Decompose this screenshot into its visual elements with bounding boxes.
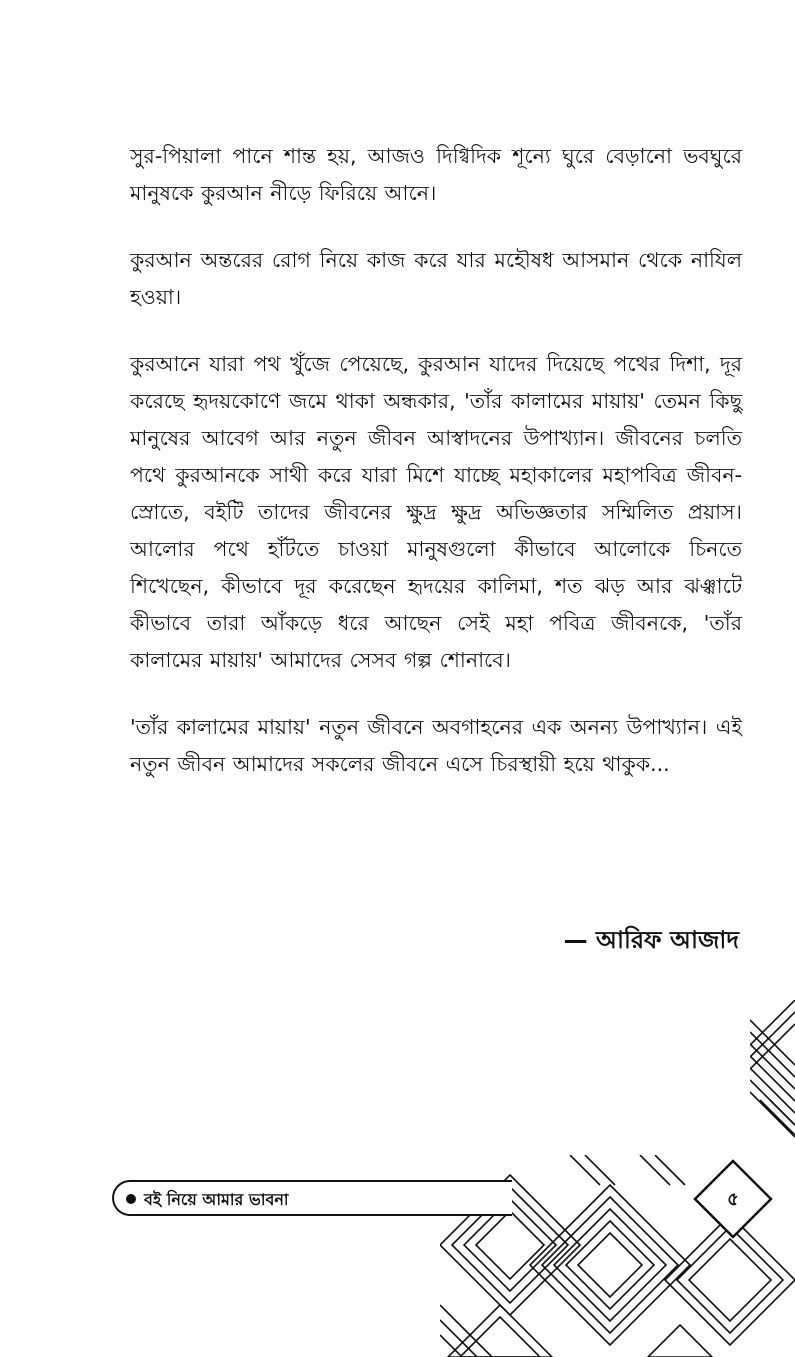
bullet-icon (126, 1194, 136, 1204)
footer-bar (112, 1180, 512, 1216)
paragraph-2: কুরআন অন্তরের রোগ নিয়ে কাজ করে যার মহৌষধ আসমান থেকে নাযিল হওয়া। (130, 248, 742, 309)
page-number: ৫ (727, 1189, 739, 1210)
paragraph-1: সুর-পিয়ালা পানে শান্ত হয়, আজও দিগ্বিদিক শূন্যে ঘুরে বেড়ানো ভবঘুরে মানুষকে কুরআন নীড়ে ফিরিয়ে আনে। (130, 144, 742, 205)
paragraph-3: কুরআনে যারা পথ খুঁজে পেয়েছে, কুরআন যাদের দিয়েছে পথের দিশা, দূর করেছে হৃদয়কোণে জমে থাকা অন্ধকার, 'তাঁর কালামের মায়ায়' তেমন কিছু মানুষের আবেগ আর নতুন জীবন আস্বাদনের উপাখ্যান। জীবনের চলতি পথে কুরআনকে সাথী করে যারা মিশে যাচ্ছে মহাকালের মহাপবিত্র জীবন-স্রোতে, বইটি তাদের জীবনের ক্ষুদ্র ক্ষুদ্র অভিজ্ঞতার সম্মিলিত প্রয়াস। আলোর পথে হাঁটতে চাওয়া মানুষগুলো কীভাবে আলোকে চিনতে শিখেছেন, কীভাবে দূর করেছেন হৃদয়ের কালিমা, শত ঝড় আর ঝঞ্ঝাটে কীভাবে তারা আঁকড়ে ধরে আছেন সেই মহা পবিত্র জীবনকে, 'তাঁর কালামের মায়ায়' আমাদের সেসব গল্প শোনাবে। (130, 352, 742, 672)
paragraph-4: 'তাঁর কালামের মায়ায়' নতুন জীবনে অবগাহনের এক অনন্য উপাখ্যান। এই নতুন জীবন আমাদের সকলের জীবনে এসে চিরস্থায়ী হয়ে থাকুক... (130, 715, 742, 776)
footer-label: বই নিয়ে আমার ভাবনা (144, 1190, 289, 1209)
body-text (130, 138, 742, 813)
decorative-diamond-pattern-top (750, 1000, 795, 1150)
author-signature: — আরিফ আজাদ (563, 926, 739, 954)
